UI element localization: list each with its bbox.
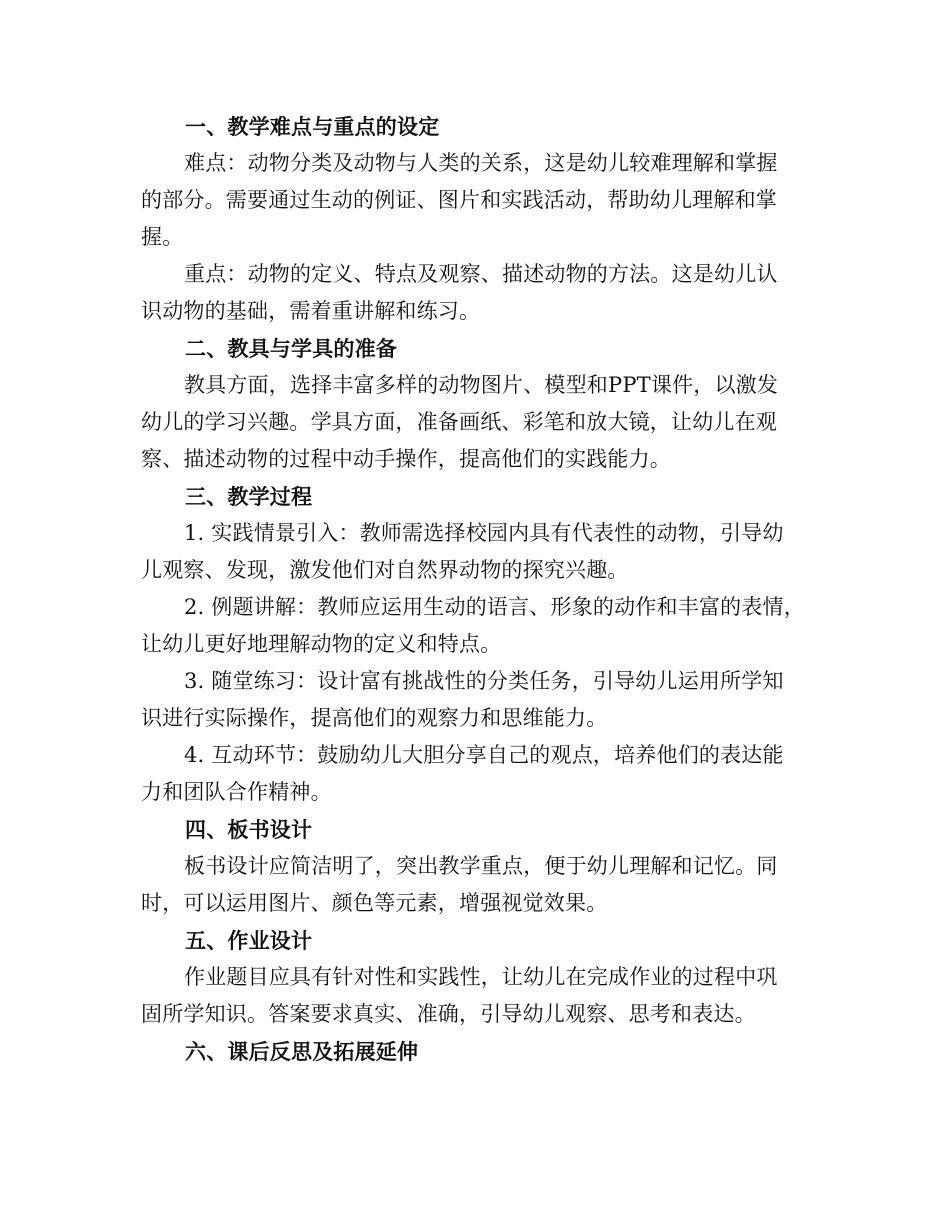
section-heading: 二、教具与学具的准备: [185, 336, 397, 361]
paragraph: [141, 515, 813, 589]
section-heading: 三、教学过程: [185, 484, 313, 509]
paragraph-line: 板书设计应简洁明了，突出教学重点，便于幼儿理解和记忆。同: [184, 854, 778, 878]
paragraph-line: 儿观察、发现，激发他们对自然界动物的探究兴趣。: [141, 558, 629, 582]
paragraph-line: 4. 互动环节：鼓励幼儿大胆分享自己的观点，培养他们的表达能: [184, 743, 784, 767]
paragraph-line: 幼儿的学习兴趣。学具方面，准备画纸、彩笔和放大镜，让幼儿在观: [141, 410, 777, 434]
paragraph-line: 的部分。需要通过生动的例证、图片和实践活动，帮助幼儿理解和掌: [141, 188, 777, 212]
paragraph: [141, 145, 813, 256]
paragraph-line: 识进行实际操作，提高他们的观察力和思维能力。: [141, 706, 608, 730]
paragraph-line: 让幼儿更好地理解动物的定义和特点。: [141, 632, 502, 656]
paragraph-line: 时，可以运用图片、颜色等元素，增强视觉效果。: [141, 891, 608, 915]
paragraph: [141, 848, 813, 922]
document-body: [141, 108, 813, 1070]
paragraph: [141, 256, 813, 330]
paragraph: [141, 589, 813, 663]
paragraph: [141, 367, 813, 478]
section-heading: 五、作业设计: [185, 928, 313, 953]
paragraph-line: 教具方面，选择丰富多样的动物图片、模型和PPT课件，以激发: [184, 373, 779, 397]
paragraph: [141, 737, 813, 811]
section-heading: 一、教学难点与重点的设定: [185, 114, 440, 139]
paragraph: [141, 959, 813, 1033]
paragraph-line: 力和团队合作精神。: [141, 780, 332, 804]
paragraph-line: 作业题目应具有针对性和实践性，让幼儿在完成作业的过程中巩: [184, 965, 778, 989]
paragraph-line: 难点：动物分类及动物与人类的关系，这是幼儿较难理解和掌握: [184, 151, 778, 175]
paragraph-line: 察、描述动物的过程中动手操作，提高他们的实践能力。: [141, 447, 671, 471]
paragraph-line: 1. 实践情景引入：教师需选择校园内具有代表性的动物，引导幼: [184, 521, 784, 545]
paragraph-line: 3. 随堂练习：设计富有挑战性的分类任务，引导幼儿运用所学知: [184, 669, 784, 693]
section-heading: 六、课后反思及拓展延伸: [185, 1039, 419, 1064]
paragraph-line: 握。: [141, 225, 184, 249]
section-heading: 四、板书设计: [185, 817, 313, 842]
paragraph: [141, 663, 813, 737]
paragraph-line: 识动物的基础，需着重讲解和练习。: [141, 299, 481, 323]
paragraph-line: 固所学知识。答案要求真实、准确，引导幼儿观察、思考和表达。: [141, 1002, 756, 1026]
paragraph-line: 2. 例题讲解：教师应运用生动的语言、形象的动作和丰富的表情，: [184, 595, 805, 619]
paragraph-line: 重点：动物的定义、特点及观察、描述动物的方法。这是幼儿认: [184, 262, 778, 286]
